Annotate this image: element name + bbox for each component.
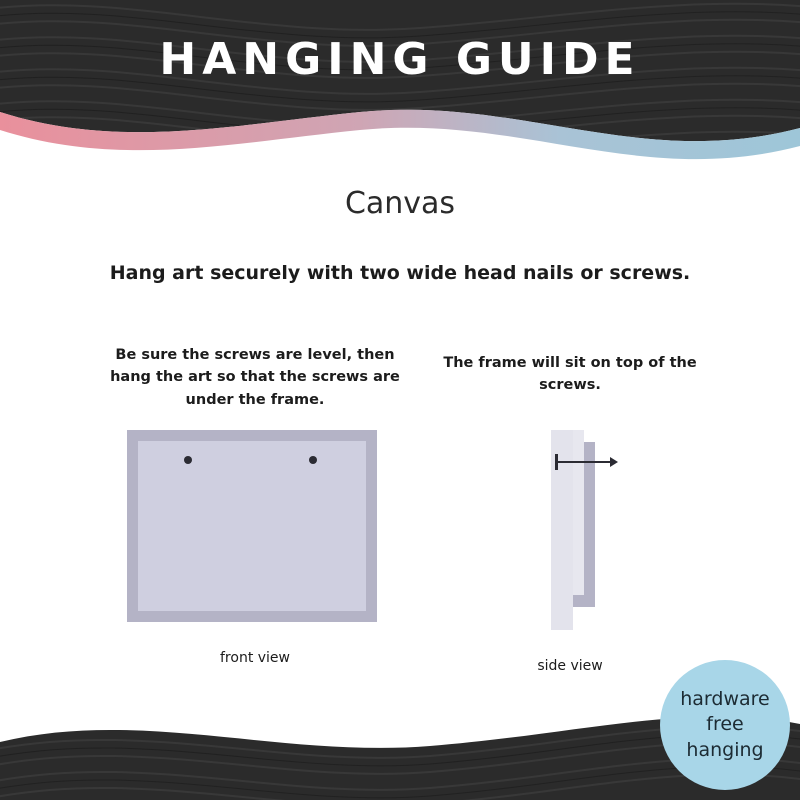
screw-dot-left-icon (184, 456, 192, 464)
side-view-diagram (548, 430, 638, 630)
nail-head-icon (555, 454, 558, 470)
front-view-label: front view (220, 650, 290, 666)
nail-tip-icon (610, 457, 618, 467)
side-view-label: side view (537, 658, 603, 674)
canvas-frame-inner (138, 441, 366, 611)
side-view-caption: The frame will sit on top of the screws. (443, 355, 697, 394)
front-view-diagram (127, 430, 377, 622)
front-view-caption: Be sure the screws are level, then hang the art so that the screws are under the frame. (110, 347, 400, 408)
badge-line-1: hardware (680, 687, 770, 710)
screw-dot-right-icon (309, 456, 317, 464)
header-band (0, 0, 800, 160)
product-type-label: Canvas (344, 186, 456, 221)
instruction-lead: Hang art securely with two wide head nails or screws. (109, 262, 691, 284)
page-title: HANGING GUIDE (159, 34, 641, 85)
canvas-side-face (573, 430, 584, 595)
badge-line-2: free (706, 713, 744, 736)
nail-shaft-icon (556, 461, 616, 463)
badge-line-3: hanging (686, 738, 764, 761)
hardware-free-badge (660, 660, 790, 790)
